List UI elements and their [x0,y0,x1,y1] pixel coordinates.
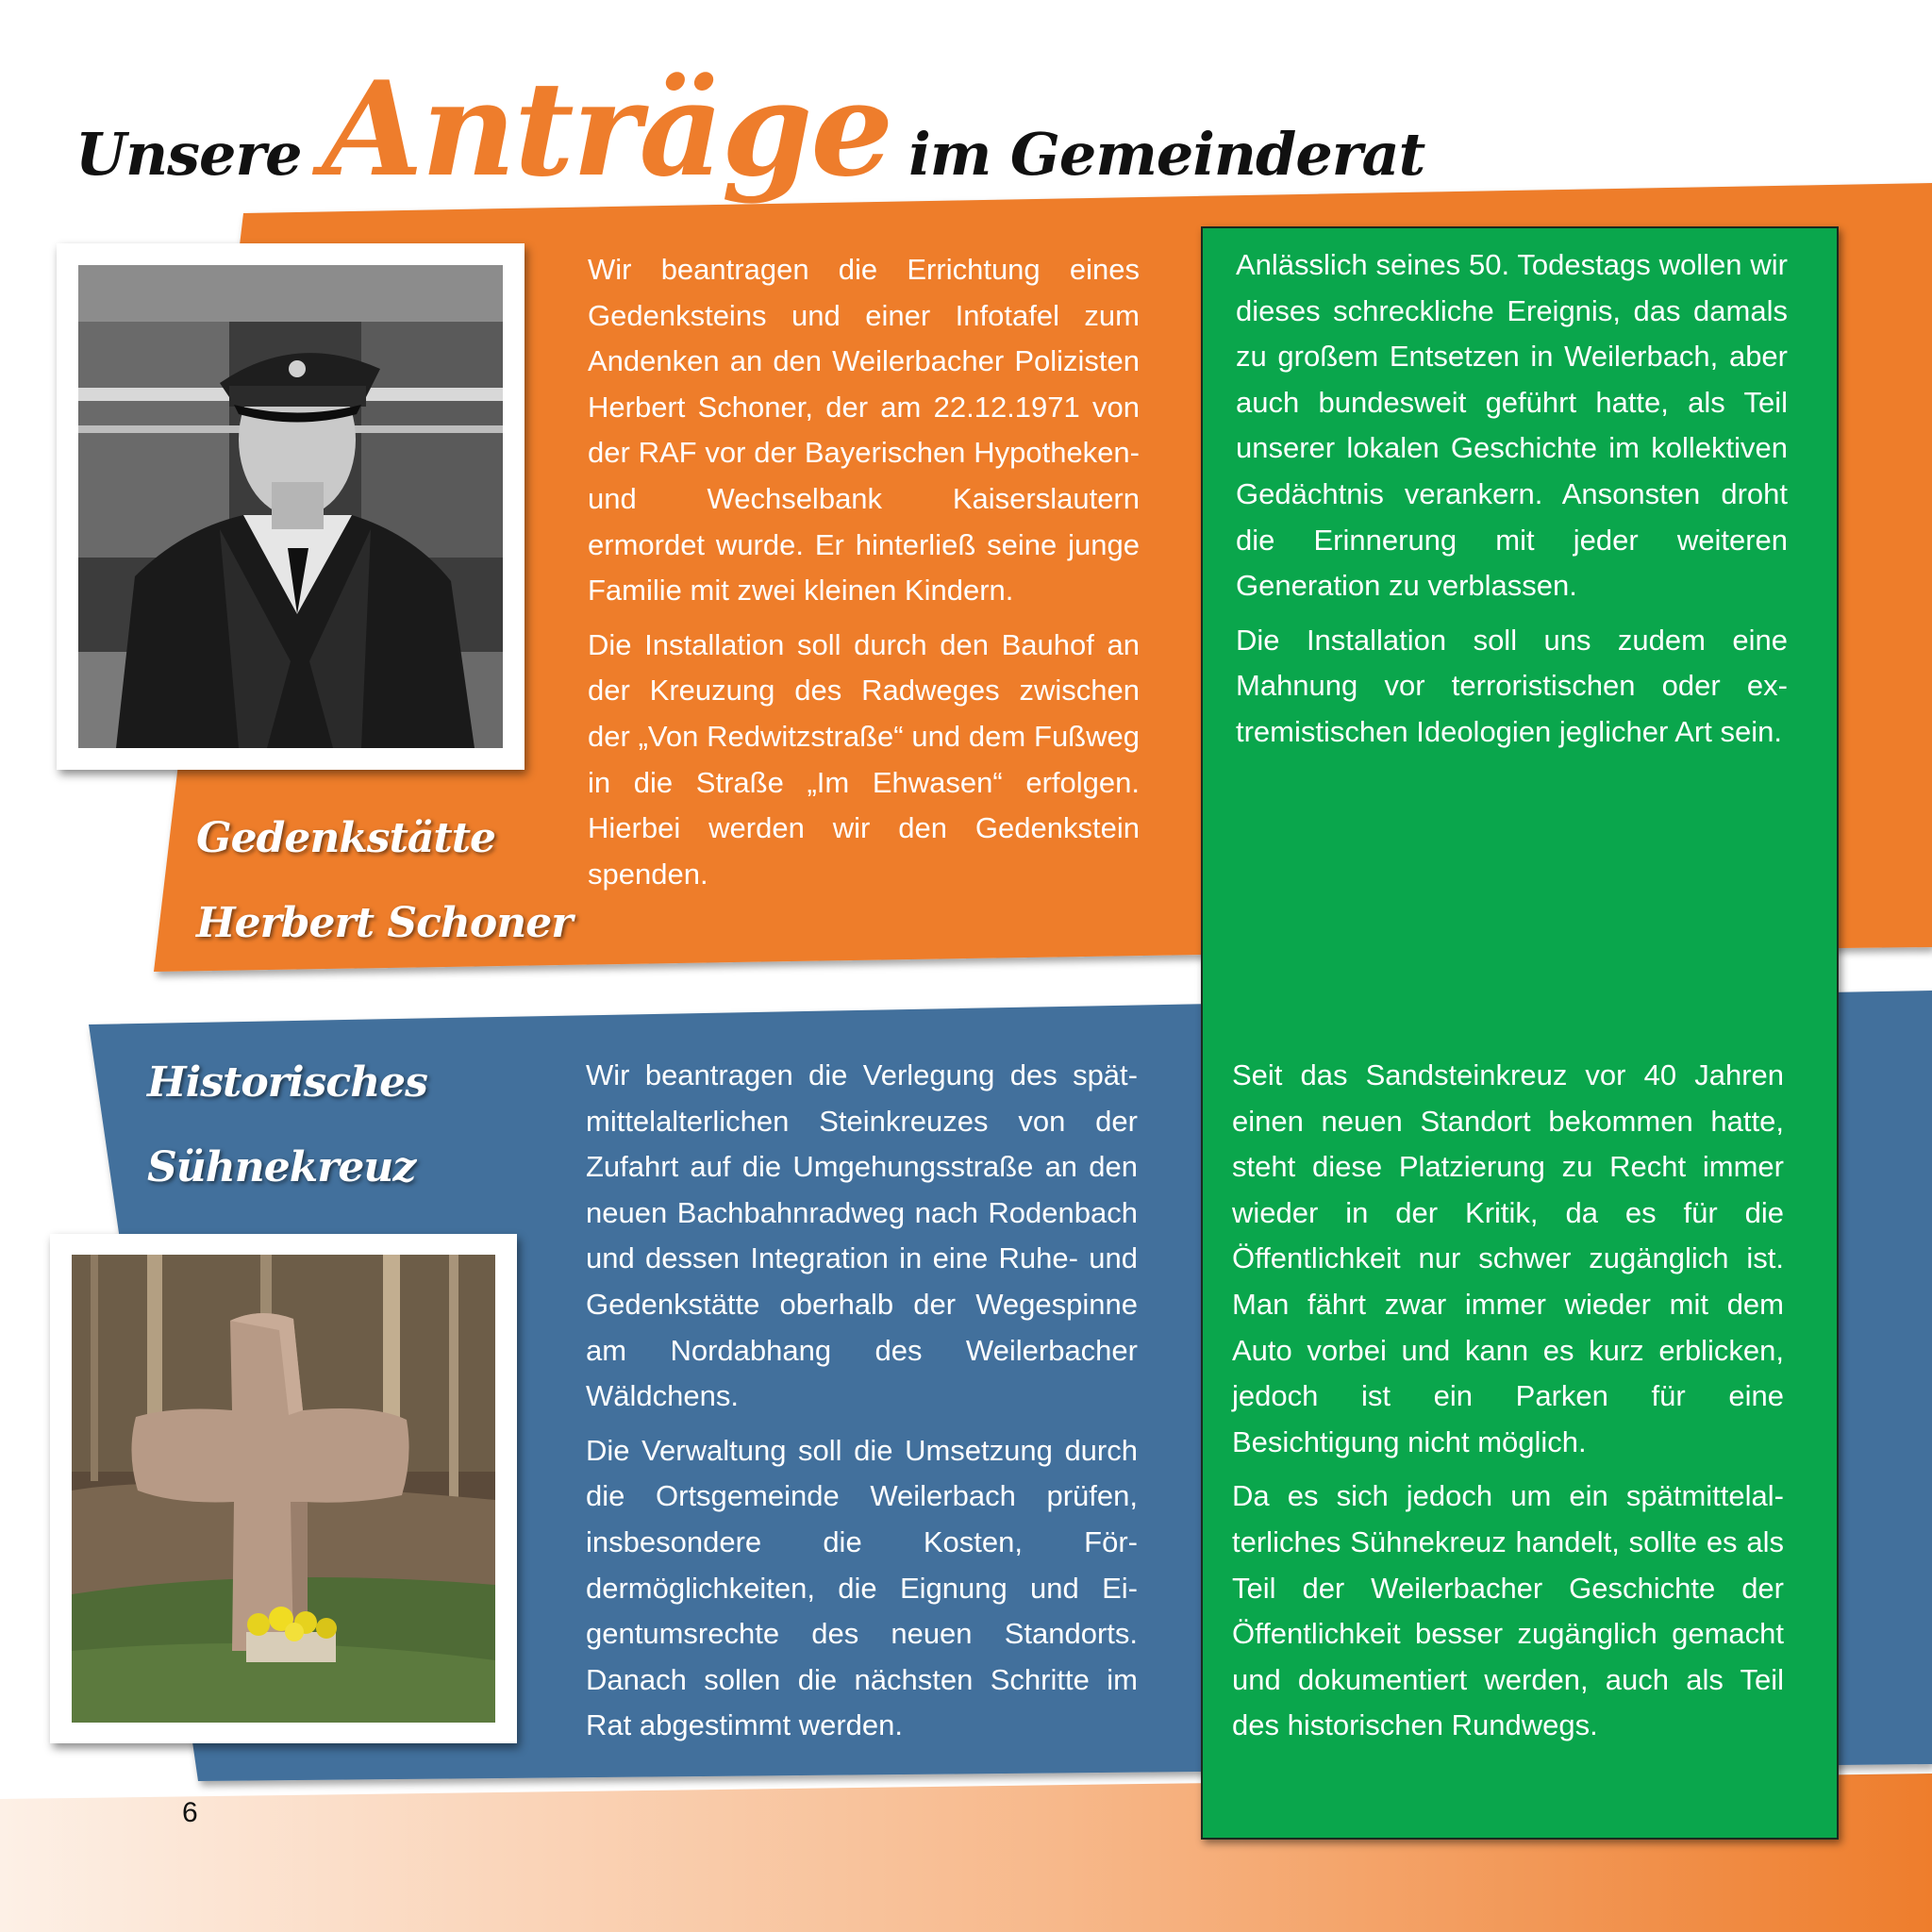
section1-paragraph-1: Wir beantragen die Errichtung eines Gedenksteins und einer Infotafel zum Andenken an den Weilerbacher Polizisten Herbert Schoner, der am 22.12.1971 von der RAF vor der Bayerischen Hypotheken- und Wechselbank Kaiserslautern ermordet wurde. Er hinterließ seine junge Familie mit zwei kleinen Kindern. [588,253,1140,608]
green-box-paragraph-2: Die Installation soll uns zudem eine Mahnung vor terroristischen oder extremistischen Ideologien jeglicher Art sein. [1236,623,1788,748]
stone-cross-photo [50,1234,517,1743]
section2-caption-line1: Historisches [147,1058,427,1107]
section1-caption-line1: Gedenkstätte [196,814,496,862]
section1-text [588,247,1140,906]
title-part-1: Unsere [75,120,302,189]
title-highlight: Anträge [322,52,892,206]
section2-paragraph-1: Wir beantragen die Verlegung des spätmittelalterlichen Steinkreuzes von der Zufahrt auf die Umgehungsstraße an den neuen Bachbahnradweg nach Rodenbach und dessen Integration in eine Ruhe- und Gedenkstätte oberhalb der Wegespinne am Nordabhang des Weilerbacher Wäldchens. [586,1058,1138,1413]
portrait-photo [57,243,525,770]
title-part-3: im Gemeinderat [908,120,1425,189]
green-box-text-2 [1232,1053,1784,1757]
section1-caption-line2: Herbert Schoner [196,899,573,947]
green-box-paragraph-3: Seit das Sandsteinkreuz vor 40 Jahren einen neuen Standort bekommen hatte, steht diese Platzierung zu Recht immer wieder in der Kritik, da es für die Öffentlichkeit nur schwer zugänglich ist. Man fährt zwar immer wieder mit dem Auto vorbei und kann es kurz erblicken, jedoch ist ein Parken für eine Besichtigung nicht möglich. [1232,1058,1784,1458]
section2-caption [147,1041,427,1210]
section1-caption [196,796,572,966]
page-number: 6 [182,1797,198,1828]
green-box-paragraph-1: Anlässlich seines 50. Todestags wollen wir dieses schreckliche Ereignis, das damals zu großem Entsetzen in Weilerbach, aber auch bundesweit geführt hatte, als Teil unserer lokalen Geschichte im kollektiven Gedächtnis verankern. Ansonsten droht die Erinnerung mit jeder weiteren Generation zu verblassen. [1236,248,1788,603]
section1-paragraph-2: Die Installation soll durch den Bauhof an der Kreuzung des Radweges zwischen der „Von Redwitzstraße“ und dem Fußweg in die Straße „Im Ehwasen“ erfolgen. Hierbei werden wir den Gedenkstein spenden. [588,627,1140,891]
section2-text [586,1053,1138,1757]
page-title [75,52,1424,206]
section2-caption-line2: Sühnekreuz [147,1143,416,1191]
green-box-paragraph-4: Da es sich jedoch um ein spätmittelalterliches Sühnekreuz handelt, sollte es als Teil der Weilerbacher Geschichte der Öffentlichkeit besser zugänglich gemacht und dokumentiert werden, auch als Teil des historischen Rundwegs. [1232,1479,1784,1742]
section2-paragraph-2: Die Verwaltung soll die Umsetzung durch die Ortsgemeinde Weilerbach prüfen, insbesondere die Kosten, Fördermöglichkeiten, die Eignung und Eigentumsrechte des neuen Standorts. Danach sollen die nächsten Schritte im Rat abgestimmt werden. [586,1433,1138,1742]
green-box-text-1 [1236,242,1788,764]
